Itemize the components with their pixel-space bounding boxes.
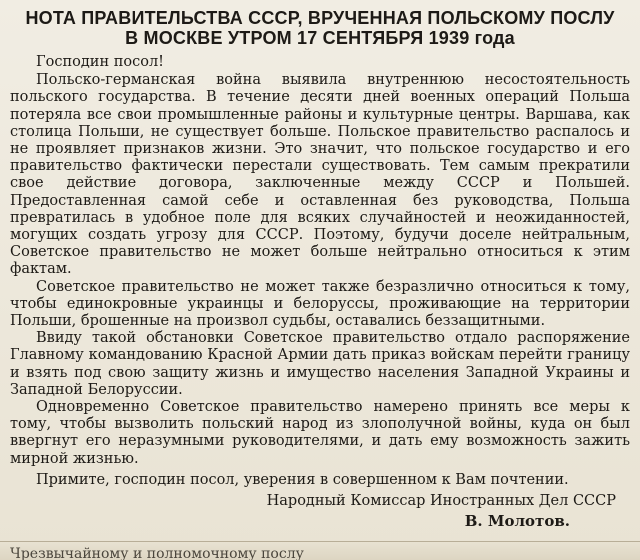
signatory-name: В. Молотов. [464,512,570,531]
paragraph-3: Ввиду такой обстановки Советское правительство отдало распоряжение Главному командованию Красной Армии дать приказ войскам перейти границу и взять под свою защиту жизнь и имущество населения Западной Украины и Западной Белоруссии. [10,330,630,398]
document-heading [10,8,630,48]
salutation: Господин посол! [36,54,164,70]
heading-line-2: В МОСКВЕ УТРОМ 17 СЕНТЯБРЯ 1939 года [125,28,515,48]
paragraph-1: Польско-германская война выявила внутреннюю несостоятельность польского государства. В течение десяти дней военных операций Польша потеряла все свои промышленные районы и культурные центры. Варшава, как столица Польши, не существует больше. Польское правительство распалось и не проявляет признаков жизни. Это значит, что польское государство и его правительство фактически перестали существовать. Тем самым прекратили свое действие договора, заключенные между СССР и Польшей. Предоставленная самой себе и оставленная без руководства, Польша превратилась в удобное поле для всяких случайностей и неожиданностей, могущих создать угрозу для СССР. Поэтому, будучи доселе нейтральным, Советское правительство не может больше нейтрально относиться к этим фактам. [10,72,630,278]
cut-off-line: Чрезвычайному и полномочному послу [10,546,304,560]
heading-line-1: НОТА ПРАВИТЕЛЬСТВА СССР, ВРУЧЕННАЯ ПОЛЬСКОМУ ПОСЛУ [25,8,615,28]
closing-line: Примите, господин посол, уверения в совершенном к Вам почтении. [36,471,569,488]
cut-off-text-fragment [0,541,640,560]
note-body [10,54,630,489]
signatory-title-row [10,493,630,510]
paragraph-4: Одновременно Советское правительство намерено принять все меры к тому, чтобы вызволить польский народ из злополучной войны, куда он был ввергнут его неразумными руководителями, и дать ему возможность зажить мирной жизнью. [10,399,630,467]
paragraph-2: Советское правительство не может также безразлично относиться к тому, чтобы единокровные украинцы и белоруссы, проживающие на территории Польши, брошенные на произвол судьбы, оставались беззащитными. [10,278,630,330]
signatory-title: Народный Комиссар Иностранных Дел СССР [266,493,616,510]
